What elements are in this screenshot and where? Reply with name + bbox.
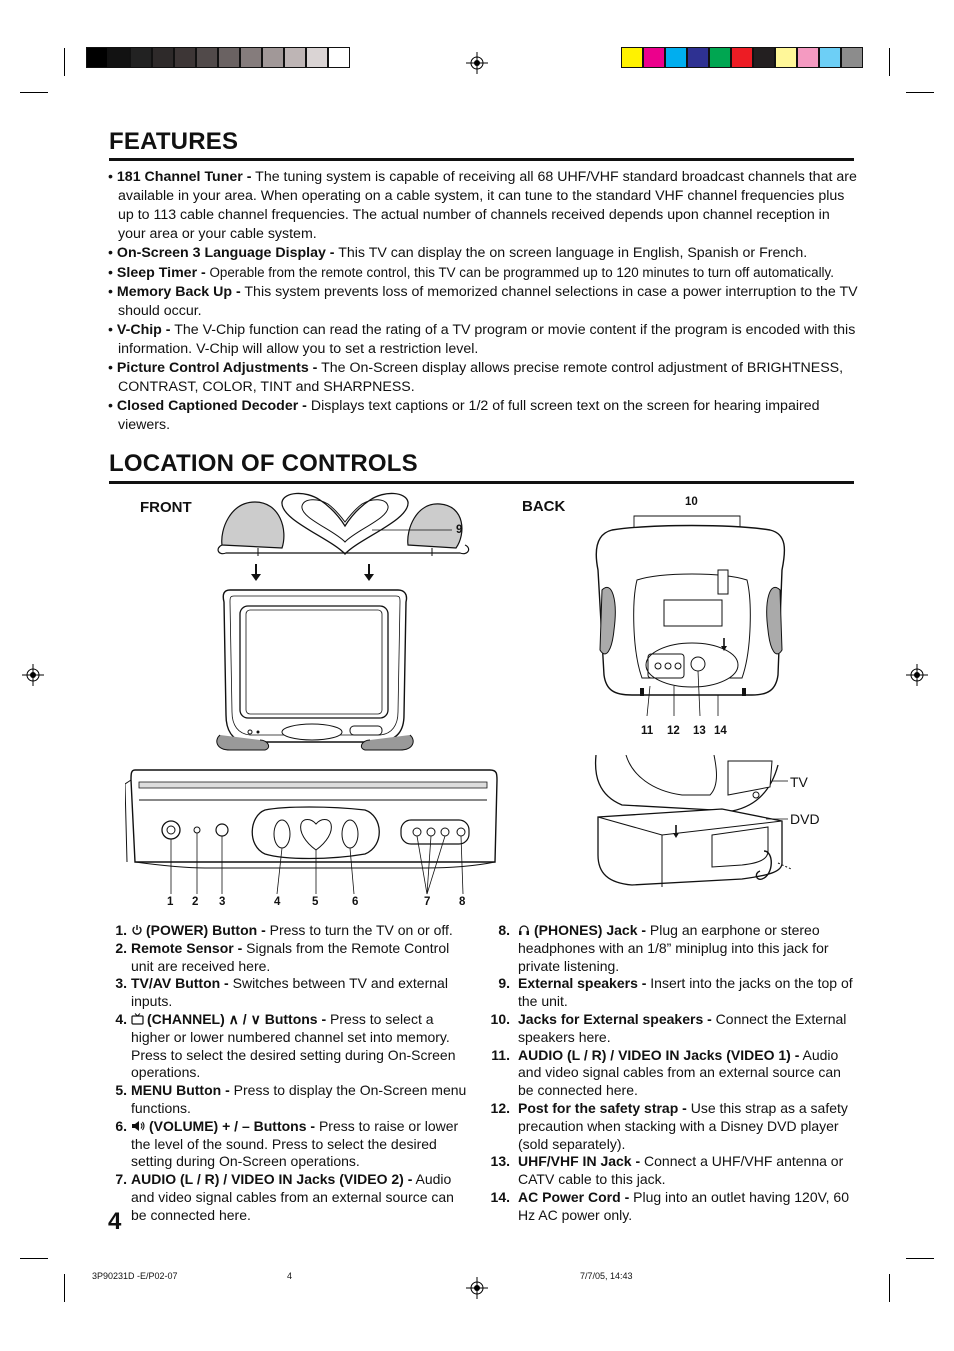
back-label: BACK [522, 498, 566, 515]
item-number: 4. [115, 1010, 127, 1027]
feature-label: Closed Captioned Decoder - [116, 398, 307, 414]
front-tv-illustration [210, 490, 480, 758]
grayscale-swatch [262, 47, 284, 68]
callout-4: 4 [274, 896, 281, 908]
grayscale-swatch [196, 47, 218, 68]
feature-text: The V-Chip function can read the rating of a TV program or movie content if the program is encoded with this information. V-Chip will allow you to set a restriction level. [118, 322, 856, 357]
registration-mark-bottom [466, 1277, 488, 1299]
item-label: Jacks for External speakers - [518, 1010, 712, 1027]
grayscale-swatch [152, 47, 174, 68]
item-text: Audio and video signal cables from an external source can be connected here. [518, 1046, 841, 1099]
list-item [486, 1011, 858, 1047]
features-list [108, 168, 860, 435]
list-item [104, 1082, 469, 1118]
feature-label: 181 Channel Tuner - [116, 169, 252, 185]
speaker-icon [131, 1120, 146, 1132]
item-number: 10. [490, 1010, 510, 1027]
list-item [104, 1011, 469, 1082]
item-number: 6. [115, 1117, 127, 1134]
page-number: 4 [108, 1208, 122, 1235]
callout-6: 6 [352, 896, 359, 908]
item-text: Press to turn the TV on or off. [265, 922, 453, 938]
list-item [486, 975, 858, 1011]
process-swatch [687, 47, 709, 68]
features-rule [109, 158, 854, 161]
feature-item: • Closed Captioned Decoder - Displays text captions or 1/2 of full screen text on the screen for hearing impaired viewers. [108, 398, 820, 433]
process-swatch [621, 47, 643, 68]
process-swatch [709, 47, 731, 68]
item-label: External speakers - [518, 975, 647, 992]
item-text: Signals from the Remote Control unit are received here. [131, 939, 450, 974]
item-text: Audio and video signal cables from an external source can be connected here. [131, 1171, 454, 1223]
item-number: 1. [115, 922, 127, 938]
features-heading: FEATURES [109, 128, 239, 155]
callout-14: 14 [714, 725, 727, 737]
process-swatch [753, 47, 775, 68]
feature-label: Memory Back Up - [116, 284, 241, 300]
item-label: MENU Button - [131, 1082, 230, 1099]
item-text: Press to display the On-Screen menu functions. [131, 1082, 467, 1116]
front-label: FRONT [140, 499, 192, 516]
feature-text: The On-Screen display allows precise remote control adjustment of BRIGHTNESS, CONTRAST, COLOR, TINT and SHARPNESS. [118, 360, 844, 395]
feature-text: The tuning system is capable of receiving all 68 UHF/VHF standard broadcast channels that are available in your area. When operating on a cable system, it can tune to the standard VHF channel frequencies plus up to 113 cable channel frequencies. The actual number of channels received depends upon channel reception in your area or your cable system. [118, 169, 857, 242]
feature-text: Displays text captions or 1/2 of full screen text on the screen for hearing impaired viewers. [118, 398, 820, 433]
grayscale-swatch [306, 47, 328, 68]
callout-3: 3 [219, 896, 226, 908]
grayscale-swatch [130, 47, 152, 68]
callout-13: 13 [693, 725, 706, 737]
callout-7: 7 [424, 896, 431, 908]
item-text: Press to raise or lower the level of the sound. Press to select the desired setting during On-Screen operations. [131, 1117, 459, 1170]
footer-date: 7/7/05, 14:43 [580, 1271, 633, 1281]
item-number: 11. [491, 1046, 510, 1063]
footer-page: 4 [287, 1271, 293, 1281]
item-label: TV/AV Button - [131, 975, 229, 992]
footer-code: 3P90231D -E/P02-07 [92, 1271, 178, 1281]
process-swatch [731, 47, 753, 68]
grayscale-color-bar [86, 47, 350, 68]
process-color-bar [621, 47, 863, 68]
power-icon [131, 924, 143, 936]
callout-5: 5 [312, 896, 319, 908]
front-panel-illustration [125, 762, 500, 897]
feature-text: This TV can display the on screen language in English, Spanish or French. [334, 245, 808, 261]
process-swatch [665, 47, 687, 68]
item-number: 5. [115, 1082, 127, 1099]
list-item [104, 1171, 469, 1224]
item-text: Use this strap as a safety precaution when stacking with a Disney DVD player (sold separately). [518, 1099, 848, 1152]
feature-label: Sleep Timer - [116, 265, 206, 281]
tv-channel-icon [131, 1013, 144, 1025]
callout-8: 8 [459, 896, 466, 908]
callout-12: 12 [667, 725, 680, 737]
item-text: Switches between TV and external inputs. [131, 975, 448, 1010]
item-label: AC Power Cord - [518, 1188, 630, 1205]
item-number: 8. [498, 922, 510, 938]
list-item [104, 1118, 469, 1171]
item-text: Insert into the jacks on the top of the unit. [518, 975, 853, 1010]
item-text: Plug an earphone or stereo headphones with an 1/8” miniplug into this jack for private listening. [518, 922, 829, 974]
grayscale-swatch [284, 47, 306, 68]
item-label: Post for the safety strap - [518, 1099, 687, 1116]
feature-text: This system prevents loss of memorized channel selections in case a power interruption to the TV should occur. [118, 284, 858, 319]
item-text: Connect a UHF/VHF antenna or CATV cable to this jack. [518, 1153, 844, 1188]
location-heading: LOCATION OF CONTROLS [109, 450, 418, 477]
callout-10: 10 [685, 496, 698, 508]
grayscale-swatch [240, 47, 262, 68]
item-number: 12. [490, 1099, 510, 1116]
feature-item: • V-Chip - The V-Chip function can read the rating of a TV program or movie content if the program is encoded with this information. V-Chip will allow you to set a restriction level. [108, 322, 856, 357]
grayscale-swatch [86, 47, 108, 68]
item-label: (PHONES) Jack - [534, 922, 647, 938]
process-swatch [775, 47, 797, 68]
list-item [104, 975, 469, 1011]
registration-mark-right [906, 664, 928, 686]
tv-label: TV [790, 774, 808, 790]
item-label: (POWER) Button - [146, 922, 266, 938]
registration-mark-top [466, 52, 488, 74]
item-number: 7. [115, 1171, 127, 1188]
feature-item: • On-Screen 3 Language Display - This TV can display the on screen language in English, Spanish or French. [108, 245, 808, 261]
item-number: 9. [498, 975, 510, 992]
feature-label: On-Screen 3 Language Display - [116, 245, 335, 261]
list-item [486, 1047, 858, 1100]
item-text: Connect the External speakers here. [518, 1010, 847, 1045]
item-label: (CHANNEL) ∧ / ∨ Buttons - [147, 1010, 327, 1027]
process-swatch [819, 47, 841, 68]
item-label: Remote Sensor - [131, 939, 243, 956]
grayscale-swatch [174, 47, 196, 68]
item-text: Press to select a higher or lower numbered channel set into memory. Press to select the desired setting during On-Screen operations. [131, 1010, 456, 1081]
process-swatch [797, 47, 819, 68]
process-swatch [841, 47, 863, 68]
list-item [486, 1100, 858, 1153]
feature-label: Picture Control Adjustments - [116, 360, 318, 376]
feature-item: • Picture Control Adjustments - The On-Screen display allows precise remote control adjustment of BRIGHTNESS, CONTRAST, COLOR, TINT and SHARPNESS. [108, 360, 844, 395]
feature-label: V-Chip - [116, 322, 171, 338]
feature-text: Operable from the remote control, this TV can be programmed up to 120 minutes to turn off automatically. [205, 265, 834, 280]
back-tv-illustration [592, 510, 792, 725]
list-item [104, 922, 469, 940]
item-number: 3. [115, 975, 127, 992]
feature-item: • Sleep Timer - Operable from the remote control, this TV can be programmed up to 120 minutes to turn off automatically. [108, 265, 834, 281]
tv-dvd-stack-illustration [592, 755, 792, 893]
callout-1: 1 [167, 896, 174, 908]
item-label: AUDIO (L / R) / VIDEO IN Jacks (VIDEO 2) - [131, 1171, 413, 1188]
callout-11: 11 [641, 725, 654, 737]
list-item [486, 922, 858, 975]
controls-list-left [104, 922, 469, 1225]
grayscale-swatch [218, 47, 240, 68]
item-text: Plug into an outlet having 120V, 60 Hz AC power only. [518, 1188, 850, 1223]
item-number: 2. [115, 939, 127, 956]
registration-mark-left [22, 664, 44, 686]
controls-list-right [486, 922, 858, 1225]
callout-9: 9 [456, 524, 463, 536]
list-item [486, 1189, 858, 1225]
item-label: AUDIO (L / R) / VIDEO IN Jacks (VIDEO 1) - [518, 1046, 800, 1063]
grayscale-swatch [328, 47, 350, 68]
location-rule [109, 481, 854, 484]
callout-2: 2 [192, 896, 199, 908]
headphones-icon [518, 924, 530, 936]
feature-item: • 181 Channel Tuner - The tuning system is capable of receiving all 68 UHF/VHF standard broadcast channels that are available in your area. When operating on a cable system, it can tune to the standard VHF channel frequencies plus up to 113 cable channel frequencies. The actual number of channels received depends upon channel reception in your area or your cable system. [108, 169, 857, 242]
grayscale-swatch [108, 47, 130, 68]
process-swatch [643, 47, 665, 68]
item-label: UHF/VHF IN Jack - [518, 1153, 641, 1170]
dvd-label: DVD [790, 811, 820, 827]
item-number: 13. [490, 1153, 510, 1170]
list-item [104, 940, 469, 976]
feature-item: • Memory Back Up - This system prevents loss of memorized channel selections in case a power interruption to the TV should occur. [108, 284, 858, 319]
item-number: 14. [490, 1188, 510, 1205]
list-item [486, 1153, 858, 1189]
item-label: (VOLUME) + / – Buttons - [149, 1117, 316, 1134]
